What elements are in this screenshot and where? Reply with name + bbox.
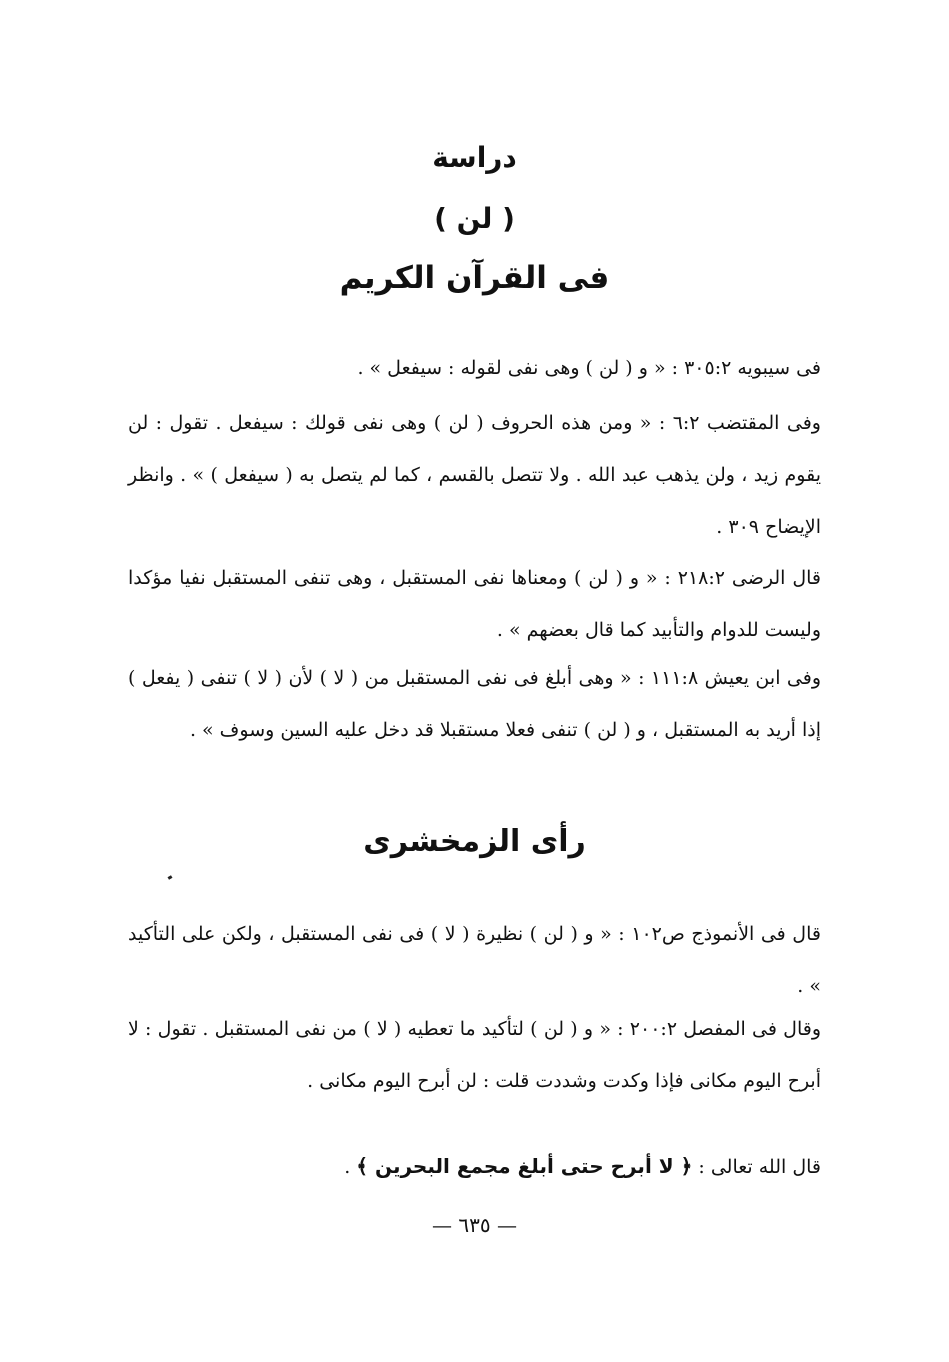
page-number: — ٦٣٥ — [432,1213,517,1237]
citation-prefix: قال الله تعالى : [698,1156,821,1178]
citation-suffix: . [344,1156,351,1178]
section-heading: رأى الزمخشرى [363,824,586,859]
paragraph-unmudhaj: قال فى الأنموذج ص١٠٢ : « و ( لن ) نظيرة ( لا ) فى نفى المستقبل ، ولكن على التأكيد » . [128,923,821,997]
paragraph-sibawayh: فى سيبويه ٣٠٥:٢ : « و ( لن ) وهى نفى لقوله : سيفعل » . [357,357,821,379]
ink-speck [168,875,173,880]
paragraph-mufassal: وقال فى المفصل ٢٠٠:٢ : « و ( لن ) لتأكيد ما تعطيه ( لا ) من نفى المستقبل . تقول : لا أبرح اليوم مكانى فإذا وكدت وشددت قلت : لن أبرح اليوم مكانى . [128,1018,821,1092]
title-line-3: فى القرآن الكريم [339,260,610,296]
quran-verse: ﴿ لا أبرح حتى أبلغ مجمع البحرين ﴾ [356,1154,693,1178]
paragraph-muqtadab: وفى المقتضب ٦:٢ : « ومن هذه الحروف ( لن ) وهى نفى قولك : سيفعل . تقول : لن يقوم زيد ، ولن يذهب عبد الله . ولا تتصل بالقسم ، كما لم يتصل به ( سيفعل ) » . وانظر الإيضاح ٣٠٩ . [128,412,821,538]
quran-citation-line [128,1140,821,1193]
paragraph-radi: قال الرضى ٢١٨:٢ : « و ( لن ) ومعناها نفى المستقبل ، وهى تنفى المستقبل نفيا مؤكدا وليست للدوام والتأبيد كما قال بعضهم » . [128,567,821,641]
paragraph-ibn-yaish: وفى ابن يعيش ١١١:٨ : « وهى أبلغ فى نفى المستقبل من ( لا ) لأن ( لا ) تنفى ( يفعل ) إذا أريد به المستقبل ، و ( لن ) تنفى فعلا مستقبلا قد دخل عليه السين وسوف » . [128,667,821,741]
title-line-1: دراسة [432,141,517,174]
title-line-2: ( لن ) [434,202,515,235]
